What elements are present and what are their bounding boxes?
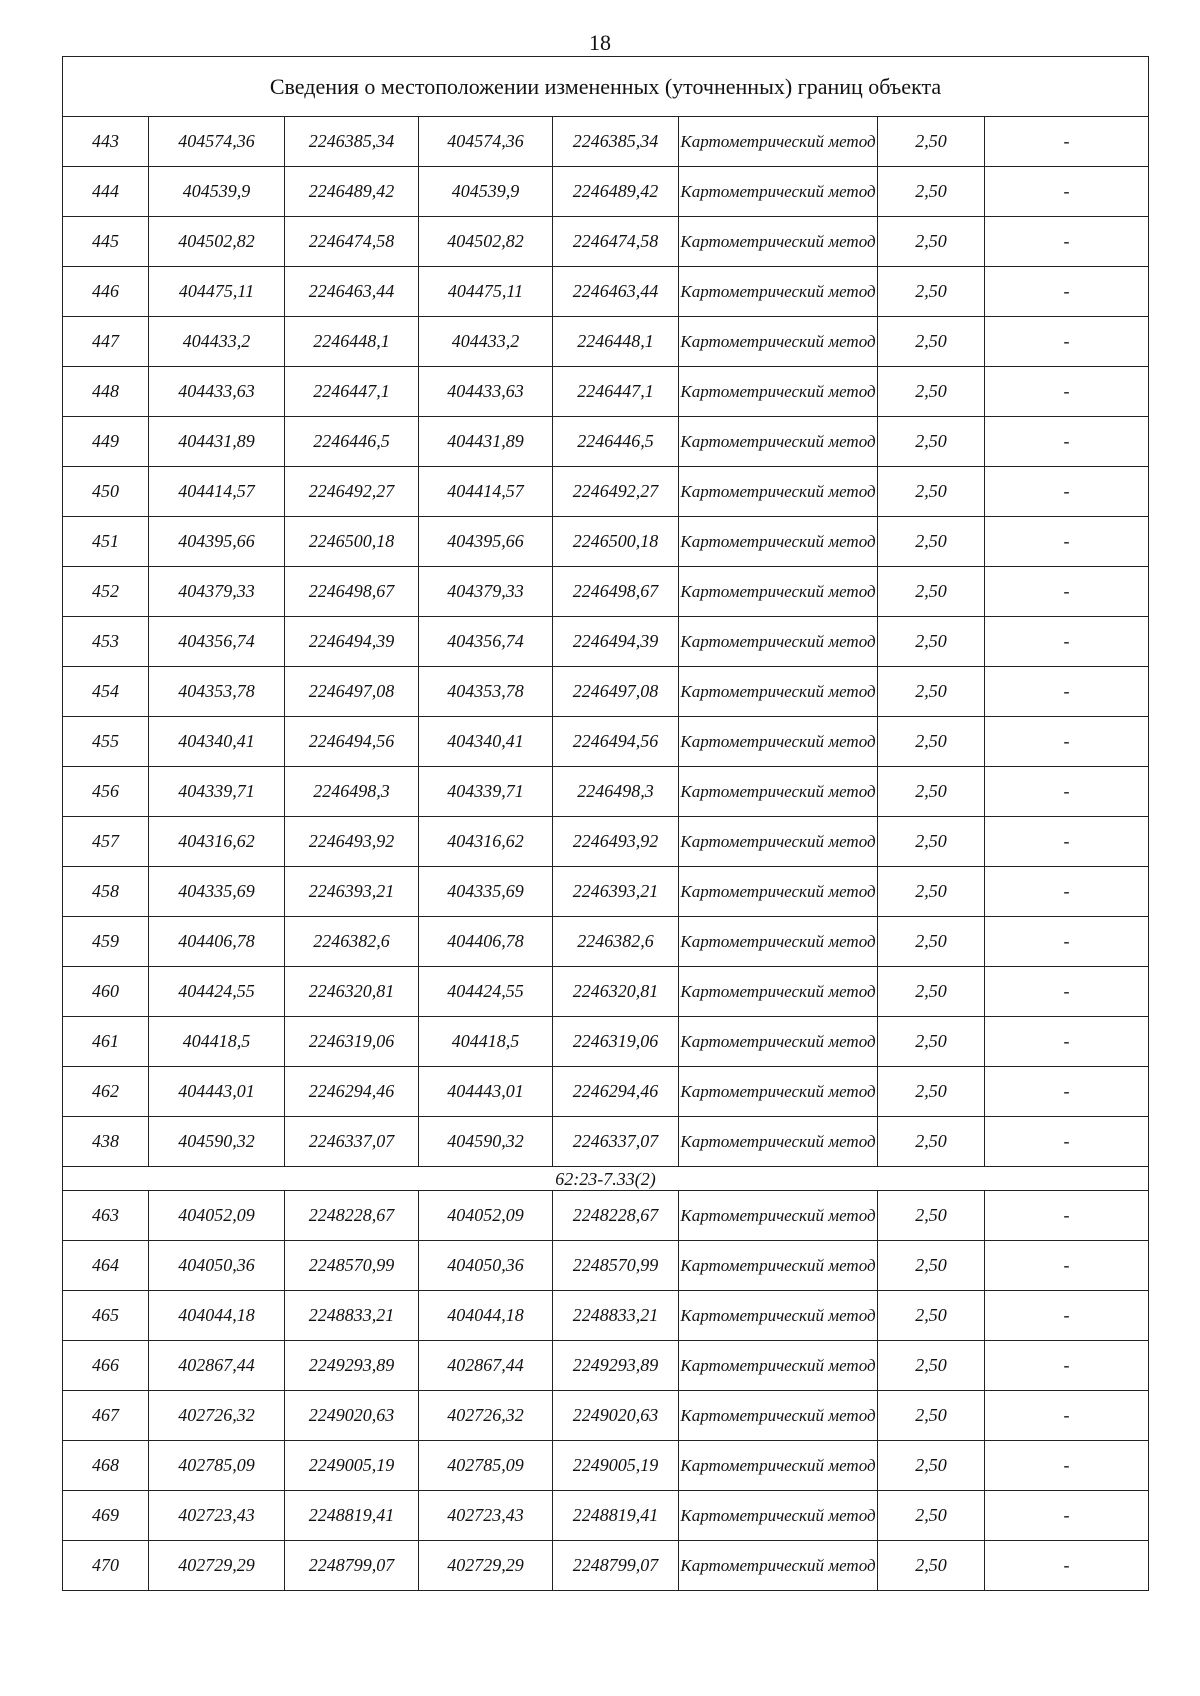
accuracy-cell: 2,50 (878, 1391, 985, 1441)
y-old-cell: 2246463,44 (285, 267, 419, 317)
method-cell: Картометрический метод (679, 1191, 878, 1241)
x-old-cell: 404433,63 (149, 367, 285, 417)
accuracy-cell: 2,50 (878, 1067, 985, 1117)
y-old-cell: 2248819,41 (285, 1491, 419, 1541)
accuracy-cell: 2,50 (878, 567, 985, 617)
note-cell: - (985, 1491, 1149, 1541)
accuracy-cell: 2,50 (878, 317, 985, 367)
note-cell: - (985, 717, 1149, 767)
x-old-cell: 404574,36 (149, 117, 285, 167)
y-old-cell: 2246448,1 (285, 317, 419, 367)
y-old-cell: 2248833,21 (285, 1291, 419, 1341)
method-cell: Картометрический метод (679, 367, 878, 417)
accuracy-cell: 2,50 (878, 767, 985, 817)
y-old-cell: 2246493,92 (285, 817, 419, 867)
y-new-cell: 2246294,46 (553, 1067, 679, 1117)
table-row (63, 317, 1149, 367)
y-new-cell: 2246500,18 (553, 517, 679, 567)
accuracy-cell: 2,50 (878, 967, 985, 1017)
y-old-cell: 2246474,58 (285, 217, 419, 267)
x-new-cell: 402726,32 (419, 1391, 553, 1441)
x-new-cell: 404050,36 (419, 1241, 553, 1291)
y-old-cell: 2246498,3 (285, 767, 419, 817)
note-cell: - (985, 667, 1149, 717)
accuracy-cell: 2,50 (878, 267, 985, 317)
method-cell: Картометрический метод (679, 567, 878, 617)
point-number-cell: 465 (63, 1291, 149, 1341)
y-new-cell: 2246463,44 (553, 267, 679, 317)
method-cell: Картометрический метод (679, 417, 878, 467)
y-old-cell: 2246498,67 (285, 567, 419, 617)
y-new-cell: 2248833,21 (553, 1291, 679, 1341)
x-old-cell: 404406,78 (149, 917, 285, 967)
table-row (63, 717, 1149, 767)
table-row (63, 917, 1149, 967)
accuracy-cell: 2,50 (878, 817, 985, 867)
point-number-cell: 447 (63, 317, 149, 367)
accuracy-cell: 2,50 (878, 867, 985, 917)
note-cell: - (985, 1291, 1149, 1341)
section-row (63, 1167, 1149, 1191)
x-old-cell: 402723,43 (149, 1491, 285, 1541)
table-row (63, 517, 1149, 567)
y-new-cell: 2246447,1 (553, 367, 679, 417)
table-row (63, 767, 1149, 817)
point-number-cell: 462 (63, 1067, 149, 1117)
x-new-cell: 404340,41 (419, 717, 553, 767)
table-row (63, 1341, 1149, 1391)
method-cell: Картометрический метод (679, 1017, 878, 1067)
y-new-cell: 2246489,42 (553, 167, 679, 217)
y-new-cell: 2246385,34 (553, 117, 679, 167)
note-cell: - (985, 817, 1149, 867)
y-new-cell: 2246382,6 (553, 917, 679, 967)
method-cell: Картометрический метод (679, 317, 878, 367)
method-cell: Картометрический метод (679, 617, 878, 667)
x-new-cell: 404590,32 (419, 1117, 553, 1167)
x-new-cell: 404443,01 (419, 1067, 553, 1117)
x-old-cell: 402729,29 (149, 1541, 285, 1591)
table-row (63, 1291, 1149, 1341)
accuracy-cell: 2,50 (878, 1341, 985, 1391)
y-new-cell: 2249005,19 (553, 1441, 679, 1491)
y-new-cell: 2246493,92 (553, 817, 679, 867)
point-number-cell: 453 (63, 617, 149, 667)
x-old-cell: 404502,82 (149, 217, 285, 267)
x-old-cell: 404475,11 (149, 267, 285, 317)
table-title: Сведения о местоположении измененных (уточненных) границ объекта (63, 57, 1149, 117)
y-old-cell: 2246447,1 (285, 367, 419, 417)
y-old-cell: 2246494,56 (285, 717, 419, 767)
table-row (63, 1541, 1149, 1591)
x-new-cell: 404431,89 (419, 417, 553, 467)
note-cell: - (985, 317, 1149, 367)
x-old-cell: 404356,74 (149, 617, 285, 667)
x-new-cell: 402723,43 (419, 1491, 553, 1541)
point-number-cell: 438 (63, 1117, 149, 1167)
point-number-cell: 459 (63, 917, 149, 967)
section-label: 62:23-7.33(2) (63, 1167, 1149, 1191)
y-old-cell: 2246337,07 (285, 1117, 419, 1167)
method-cell: Картометрический метод (679, 1341, 878, 1391)
x-old-cell: 404590,32 (149, 1117, 285, 1167)
method-cell: Картометрический метод (679, 867, 878, 917)
table-row (63, 617, 1149, 667)
point-number-cell: 463 (63, 1191, 149, 1241)
method-cell: Картометрический метод (679, 917, 878, 967)
note-cell: - (985, 217, 1149, 267)
method-cell: Картометрический метод (679, 1241, 878, 1291)
note-cell: - (985, 1241, 1149, 1291)
y-old-cell: 2248570,99 (285, 1241, 419, 1291)
note-cell: - (985, 867, 1149, 917)
x-old-cell: 404414,57 (149, 467, 285, 517)
x-old-cell: 404316,62 (149, 817, 285, 867)
x-old-cell: 404395,66 (149, 517, 285, 567)
method-cell: Картометрический метод (679, 1117, 878, 1167)
x-old-cell: 404379,33 (149, 567, 285, 617)
y-new-cell: 2246320,81 (553, 967, 679, 1017)
note-cell: - (985, 1067, 1149, 1117)
note-cell: - (985, 117, 1149, 167)
table-row (63, 467, 1149, 517)
x-new-cell: 404044,18 (419, 1291, 553, 1341)
note-cell: - (985, 167, 1149, 217)
note-cell: - (985, 617, 1149, 667)
table-row (63, 267, 1149, 317)
y-old-cell: 2249293,89 (285, 1341, 419, 1391)
page-number: 18 (589, 30, 611, 55)
accuracy-cell: 2,50 (878, 667, 985, 717)
y-old-cell: 2246497,08 (285, 667, 419, 717)
point-number-cell: 452 (63, 567, 149, 617)
note-cell: - (985, 567, 1149, 617)
x-old-cell: 404539,9 (149, 167, 285, 217)
x-new-cell: 404539,9 (419, 167, 553, 217)
point-number-cell: 451 (63, 517, 149, 567)
accuracy-cell: 2,50 (878, 1017, 985, 1067)
y-old-cell: 2246382,6 (285, 917, 419, 967)
point-number-cell: 458 (63, 867, 149, 917)
note-cell: - (985, 767, 1149, 817)
x-old-cell: 404443,01 (149, 1067, 285, 1117)
y-new-cell: 2248819,41 (553, 1491, 679, 1541)
y-new-cell: 2246494,56 (553, 717, 679, 767)
table-row (63, 217, 1149, 267)
x-new-cell: 404379,33 (419, 567, 553, 617)
table-row (63, 867, 1149, 917)
x-old-cell: 404418,5 (149, 1017, 285, 1067)
x-new-cell: 402867,44 (419, 1341, 553, 1391)
y-new-cell: 2246497,08 (553, 667, 679, 717)
accuracy-cell: 2,50 (878, 917, 985, 967)
y-new-cell: 2249020,63 (553, 1391, 679, 1441)
y-new-cell: 2246498,3 (553, 767, 679, 817)
x-old-cell: 404340,41 (149, 717, 285, 767)
y-new-cell: 2246448,1 (553, 317, 679, 367)
y-old-cell: 2246489,42 (285, 167, 419, 217)
y-old-cell: 2248799,07 (285, 1541, 419, 1591)
method-cell: Картометрический метод (679, 167, 878, 217)
x-old-cell: 404424,55 (149, 967, 285, 1017)
x-new-cell: 404475,11 (419, 267, 553, 317)
note-cell: - (985, 917, 1149, 967)
y-new-cell: 2248570,99 (553, 1241, 679, 1291)
note-cell: - (985, 1191, 1149, 1241)
x-old-cell: 404339,71 (149, 767, 285, 817)
point-number-cell: 444 (63, 167, 149, 217)
point-number-cell: 466 (63, 1341, 149, 1391)
method-cell: Картометрический метод (679, 1541, 878, 1591)
accuracy-cell: 2,50 (878, 367, 985, 417)
y-old-cell: 2248228,67 (285, 1191, 419, 1241)
method-cell: Картометрический метод (679, 767, 878, 817)
accuracy-cell: 2,50 (878, 1117, 985, 1167)
method-cell: Картометрический метод (679, 117, 878, 167)
x-new-cell: 404414,57 (419, 467, 553, 517)
x-new-cell: 404406,78 (419, 917, 553, 967)
y-new-cell: 2246393,21 (553, 867, 679, 917)
point-number-cell: 450 (63, 467, 149, 517)
table-row (63, 1391, 1149, 1441)
table-row (63, 1067, 1149, 1117)
method-cell: Картометрический метод (679, 467, 878, 517)
note-cell: - (985, 1391, 1149, 1441)
x-new-cell: 404502,82 (419, 217, 553, 267)
x-new-cell: 404424,55 (419, 967, 553, 1017)
x-new-cell: 404356,74 (419, 617, 553, 667)
x-old-cell: 402726,32 (149, 1391, 285, 1441)
note-cell: - (985, 1341, 1149, 1391)
table-row (63, 417, 1149, 467)
point-number-cell: 457 (63, 817, 149, 867)
x-new-cell: 404433,2 (419, 317, 553, 367)
x-new-cell: 402785,09 (419, 1441, 553, 1491)
point-number-cell: 468 (63, 1441, 149, 1491)
y-old-cell: 2246319,06 (285, 1017, 419, 1067)
x-old-cell: 404335,69 (149, 867, 285, 917)
accuracy-cell: 2,50 (878, 417, 985, 467)
method-cell: Картометрический метод (679, 1441, 878, 1491)
y-old-cell: 2246320,81 (285, 967, 419, 1017)
note-cell: - (985, 417, 1149, 467)
point-number-cell: 469 (63, 1491, 149, 1541)
y-old-cell: 2246393,21 (285, 867, 419, 917)
y-new-cell: 2246446,5 (553, 417, 679, 467)
point-number-cell: 460 (63, 967, 149, 1017)
note-cell: - (985, 967, 1149, 1017)
method-cell: Картометрический метод (679, 1291, 878, 1341)
note-cell: - (985, 467, 1149, 517)
x-new-cell: 404335,69 (419, 867, 553, 917)
accuracy-cell: 2,50 (878, 517, 985, 567)
x-new-cell: 404353,78 (419, 667, 553, 717)
x-old-cell: 404044,18 (149, 1291, 285, 1341)
y-new-cell: 2246474,58 (553, 217, 679, 267)
accuracy-cell: 2,50 (878, 617, 985, 667)
table-row (63, 1017, 1149, 1067)
note-cell: - (985, 1441, 1149, 1491)
y-old-cell: 2249005,19 (285, 1441, 419, 1491)
x-new-cell: 404418,5 (419, 1017, 553, 1067)
y-new-cell: 2246319,06 (553, 1017, 679, 1067)
y-old-cell: 2246500,18 (285, 517, 419, 567)
method-cell: Картометрический метод (679, 1391, 878, 1441)
x-old-cell: 402785,09 (149, 1441, 285, 1491)
table-row (63, 967, 1149, 1017)
accuracy-cell: 2,50 (878, 1241, 985, 1291)
note-cell: - (985, 1541, 1149, 1591)
x-new-cell: 402729,29 (419, 1541, 553, 1591)
accuracy-cell: 2,50 (878, 1291, 985, 1341)
y-old-cell: 2246492,27 (285, 467, 419, 517)
table-row (63, 1491, 1149, 1541)
method-cell: Картометрический метод (679, 717, 878, 767)
method-cell: Картометрический метод (679, 1067, 878, 1117)
y-new-cell: 2249293,89 (553, 1341, 679, 1391)
point-number-cell: 448 (63, 367, 149, 417)
point-number-cell: 467 (63, 1391, 149, 1441)
y-old-cell: 2246294,46 (285, 1067, 419, 1117)
note-cell: - (985, 517, 1149, 567)
table-row (63, 1191, 1149, 1241)
accuracy-cell: 2,50 (878, 1491, 985, 1541)
point-number-cell: 443 (63, 117, 149, 167)
point-number-cell: 445 (63, 217, 149, 267)
x-old-cell: 404433,2 (149, 317, 285, 367)
method-cell: Картометрический метод (679, 517, 878, 567)
method-cell: Картометрический метод (679, 667, 878, 717)
y-old-cell: 2246446,5 (285, 417, 419, 467)
accuracy-cell: 2,50 (878, 167, 985, 217)
x-new-cell: 404316,62 (419, 817, 553, 867)
y-new-cell: 2246337,07 (553, 1117, 679, 1167)
x-new-cell: 404574,36 (419, 117, 553, 167)
x-old-cell: 404052,09 (149, 1191, 285, 1241)
table-row (63, 1441, 1149, 1491)
accuracy-cell: 2,50 (878, 217, 985, 267)
point-number-cell: 456 (63, 767, 149, 817)
y-new-cell: 2248228,67 (553, 1191, 679, 1241)
table-row (63, 567, 1149, 617)
note-cell: - (985, 1017, 1149, 1067)
table-row (63, 167, 1149, 217)
accuracy-cell: 2,50 (878, 467, 985, 517)
accuracy-cell: 2,50 (878, 717, 985, 767)
method-cell: Картометрический метод (679, 817, 878, 867)
y-old-cell: 2249020,63 (285, 1391, 419, 1441)
point-number-cell: 446 (63, 267, 149, 317)
accuracy-cell: 2,50 (878, 1541, 985, 1591)
accuracy-cell: 2,50 (878, 1191, 985, 1241)
note-cell: - (985, 267, 1149, 317)
note-cell: - (985, 367, 1149, 417)
method-cell: Картометрический метод (679, 967, 878, 1017)
point-number-cell: 454 (63, 667, 149, 717)
point-number-cell: 461 (63, 1017, 149, 1067)
point-number-cell: 464 (63, 1241, 149, 1291)
accuracy-cell: 2,50 (878, 117, 985, 167)
x-new-cell: 404433,63 (419, 367, 553, 417)
point-number-cell: 455 (63, 717, 149, 767)
y-new-cell: 2246492,27 (553, 467, 679, 517)
x-old-cell: 404050,36 (149, 1241, 285, 1291)
x-new-cell: 404395,66 (419, 517, 553, 567)
method-cell: Картометрический метод (679, 1491, 878, 1541)
accuracy-cell: 2,50 (878, 1441, 985, 1491)
point-number-cell: 470 (63, 1541, 149, 1591)
y-old-cell: 2246494,39 (285, 617, 419, 667)
note-cell: - (985, 1117, 1149, 1167)
method-cell: Картометрический метод (679, 217, 878, 267)
boundary-coordinates-table (62, 56, 1149, 1591)
table-row (63, 1117, 1149, 1167)
table-row (63, 667, 1149, 717)
table-row (63, 817, 1149, 867)
x-new-cell: 404052,09 (419, 1191, 553, 1241)
point-number-cell: 449 (63, 417, 149, 467)
y-new-cell: 2246498,67 (553, 567, 679, 617)
table-row (63, 117, 1149, 167)
y-new-cell: 2248799,07 (553, 1541, 679, 1591)
x-old-cell: 404353,78 (149, 667, 285, 717)
table-row (63, 1241, 1149, 1291)
y-new-cell: 2246494,39 (553, 617, 679, 667)
method-cell: Картометрический метод (679, 267, 878, 317)
y-old-cell: 2246385,34 (285, 117, 419, 167)
table-row (63, 367, 1149, 417)
x-old-cell: 404431,89 (149, 417, 285, 467)
x-new-cell: 404339,71 (419, 767, 553, 817)
x-old-cell: 402867,44 (149, 1341, 285, 1391)
